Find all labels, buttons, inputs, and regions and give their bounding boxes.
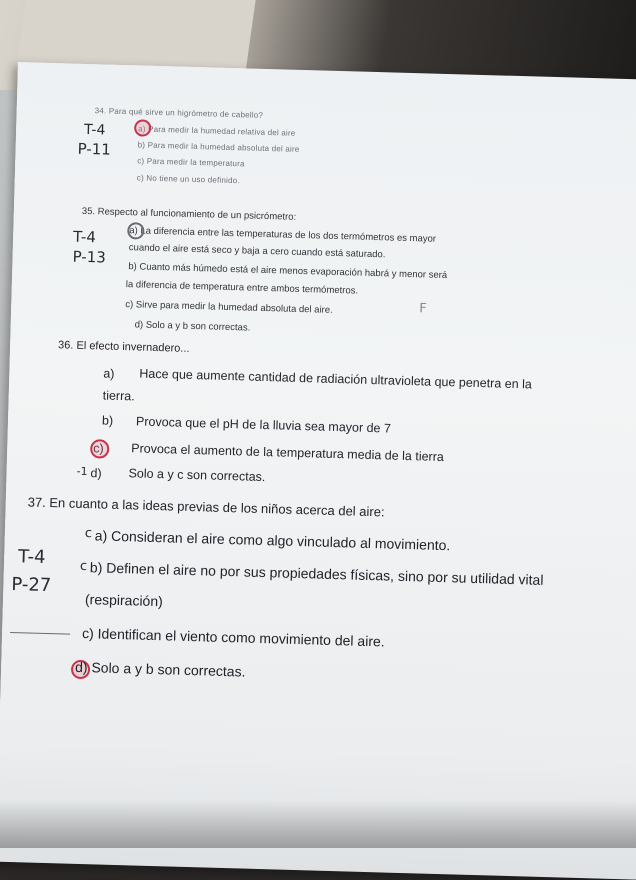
q36-mark-d: -1 <box>76 464 88 479</box>
q36-option-c-text: Provoca el aumento de la temperatura media de la tierra <box>131 441 445 465</box>
q37-option-b-line2: (respiración) <box>84 591 164 610</box>
q35-option-b-line1: b) Cuanto más húmedo está el aire menos evaporación habrá y menor será <box>128 261 448 282</box>
q36-option-d-text: Solo a y c son correctas. <box>128 466 266 485</box>
q37-mark-a: c <box>84 526 93 542</box>
q36-option-b-letter: b) <box>101 413 114 428</box>
q34-note-t: T-4 <box>83 121 106 139</box>
q37-option-d: d) Solo a y b son correctas. <box>74 658 246 680</box>
q37-note-t: T-4 <box>17 546 46 568</box>
q35-option-a-line1: a) La diferencia entre las temperaturas de los dos termómetros es mayor <box>129 225 437 245</box>
q35-note-t: T-4 <box>72 227 97 247</box>
q37-option-b-line1: b) Definen el aire no por sus propiedades físicas, sino por su utilidad vital <box>89 559 544 588</box>
q36-option-a-text: Hace que aumente cantidad de radiación ultravioleta que penetra en la <box>139 366 533 392</box>
q37-mark-b: c <box>79 558 88 575</box>
q37-option-c: c) Identifican el viento como movimiento del aire. <box>81 625 385 650</box>
q36-option-a-text-cont: tierra. <box>102 388 135 404</box>
q36-stem: 36. El efecto invernadero... <box>57 339 190 355</box>
q35-option-d: d) Solo a y b son correctas. <box>134 319 251 334</box>
q35-stem: 35. Respecto al funcionamiento de un psicrómetro: <box>81 205 297 223</box>
q34-note-p: P-11 <box>77 139 112 159</box>
q35-option-a-line2: cuando el aire está seco y baja a cero cuando está saturado. <box>128 242 386 261</box>
q35-answer-circle <box>127 222 144 239</box>
q34-option-c: c) Para medir la temperatura <box>137 156 245 169</box>
q37-note-p: P-27 <box>11 574 52 597</box>
q36-option-c-letter: c) <box>93 441 104 456</box>
q36-option-d-letter: d) <box>90 466 102 481</box>
q34-option-a: a) Para medir la humedad relativa del aire <box>138 124 296 138</box>
q35-note-p: P-13 <box>72 247 107 267</box>
q35-option-b-line2: la diferencia de temperatura entre ambos termómetros. <box>125 279 359 297</box>
q37-dash-line <box>10 632 70 635</box>
q36-option-b-text: Provoca que el pH de la lluvia sea mayor de 7 <box>135 414 392 436</box>
q37-option-a: a) Consideran el aire como algo vinculado al movimiento. <box>94 527 451 554</box>
q35-option-c: c) Sirve para medir la humedad absoluta del aire. <box>125 299 333 316</box>
q37-stem: 37. En cuanto a las ideas previas de los niños acerca del aire: <box>27 494 385 520</box>
exam-page <box>0 62 636 880</box>
q34-option-d: c) No tiene un uso definido. <box>136 173 240 186</box>
q34-stem: 34. Para qué sirve un higrómetro de cabello? <box>94 106 264 120</box>
q34-answer-circle <box>134 119 151 136</box>
q36-option-a-letter: a) <box>103 366 115 381</box>
q36-answer-circle <box>90 439 110 459</box>
bottom-shadow <box>0 800 636 848</box>
q35-mark-f: F <box>419 301 427 317</box>
q34-option-b: b) Para medir la humedad absoluta del aire <box>137 140 300 154</box>
